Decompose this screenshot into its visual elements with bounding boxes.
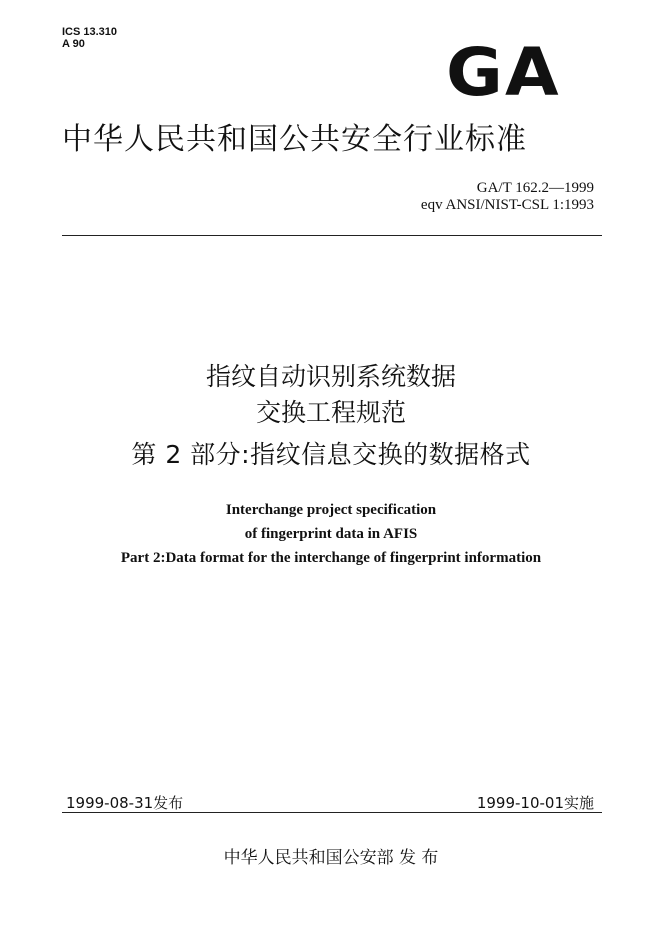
standard-number: GA/T 162.2—1999 — [476, 180, 594, 196]
ics-classification — [62, 26, 117, 50]
standard-category: 中华人民共和国公共安全行业标准 — [62, 122, 527, 157]
standard-equivalence: eqv ANSI/NIST-CSL 1:1993 — [420, 197, 594, 213]
issuer: 中华人民共和国公安部 发 布 — [223, 848, 439, 868]
cn-title-line2: 交换工程规范 — [255, 398, 406, 427]
cn-title-line3: 第 2 部分:指纹信息交换的数据格式 — [131, 440, 531, 469]
effective-date: 1999-10-01实施 — [476, 794, 594, 812]
en-title-line2: of fingerprint data in AFIS — [244, 526, 418, 542]
footer-divider — [62, 812, 602, 813]
en-title-line1: Interchange project specification — [225, 502, 437, 518]
publish-date: 1999-08-31发布 — [66, 794, 184, 812]
header-divider — [62, 235, 602, 236]
class-code: A 90 — [62, 38, 85, 50]
ga-logo: GA — [446, 34, 561, 111]
en-title-line3: Part 2:Data format for the interchange of fingerprint information — [120, 550, 542, 566]
cn-title-line1: 指纹自动识别系统数据 — [205, 362, 456, 391]
ics-code: ICS 13.310 — [62, 26, 118, 38]
standard-number-block — [421, 180, 594, 214]
